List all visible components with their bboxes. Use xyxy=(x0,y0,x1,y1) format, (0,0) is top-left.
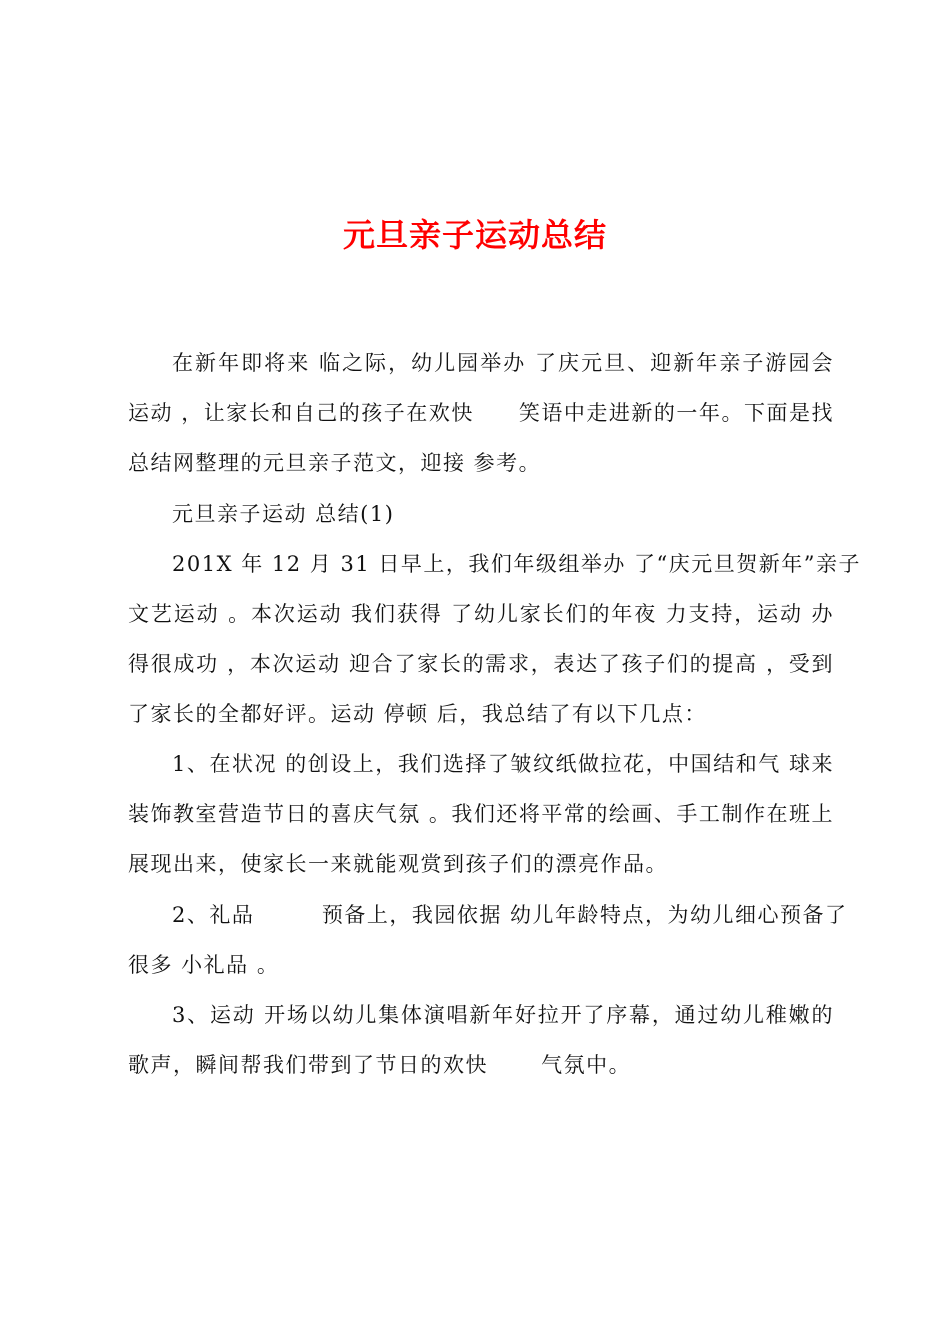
paragraph-intro-line-3: 总结网整理的元旦亲子范文，迎接 参考。 xyxy=(128,451,542,475)
paragraph-body-line-4: 了家长的全都好评。运动 停顿 后，我总结了有以下几点： xyxy=(128,702,707,726)
point-1-line-2: 装饰教室营造节日的喜庆气氛 。我们还将平常的绘画、手工制作在班上 xyxy=(128,802,834,826)
paragraph-body-line-1: 201X 年 12 月 31 日早上，我们年级组举办 了“庆元旦贺新年”亲子 xyxy=(172,552,861,576)
paragraph-body-line-3: 得很成功 ，本次运动 迎合了家长的需求，表达了孩子们的提高 ，受到 xyxy=(128,652,834,676)
paragraph-body-line-2: 文艺运动 。本次运动 我们获得 了幼儿家长们的年夜 力支持，运动 办 xyxy=(128,602,834,626)
document-title: 元旦亲子运动总结 xyxy=(342,216,607,254)
paragraph-intro-line-1: 在新年即将来 临之际，幼儿园举办 了庆元旦、迎新年亲子游园会 xyxy=(172,351,834,375)
point-2-line-2: 很多 小礼品 。 xyxy=(128,953,280,977)
point-1-line-1: 1、在状况 的创设上，我们选择了皱纹纸做拉花，中国结和气 球来 xyxy=(172,752,834,776)
paragraph-intro-line-2: 运动 ，让家长和自己的孩子在欢快 笑语中走进新的一年。下面是找 xyxy=(128,401,834,425)
point-3-line-1: 3、运动 开场以幼儿集体演唱新年好拉开了序幕，通过幼儿稚嫩的 xyxy=(172,1003,834,1027)
point-1-line-3: 展现出来，使家长一来就能观赏到孩子们的漂亮作品。 xyxy=(128,852,668,876)
point-2-line-1: 2、礼品 预备上，我园依据 幼儿年龄特点，为幼儿细心预备了 xyxy=(172,903,848,927)
point-3-line-2: 歌声，瞬间帮我们带到了节日的欢快 气氛中。 xyxy=(128,1053,632,1077)
section-heading: 元旦亲子运动 总结(1) xyxy=(172,502,395,526)
